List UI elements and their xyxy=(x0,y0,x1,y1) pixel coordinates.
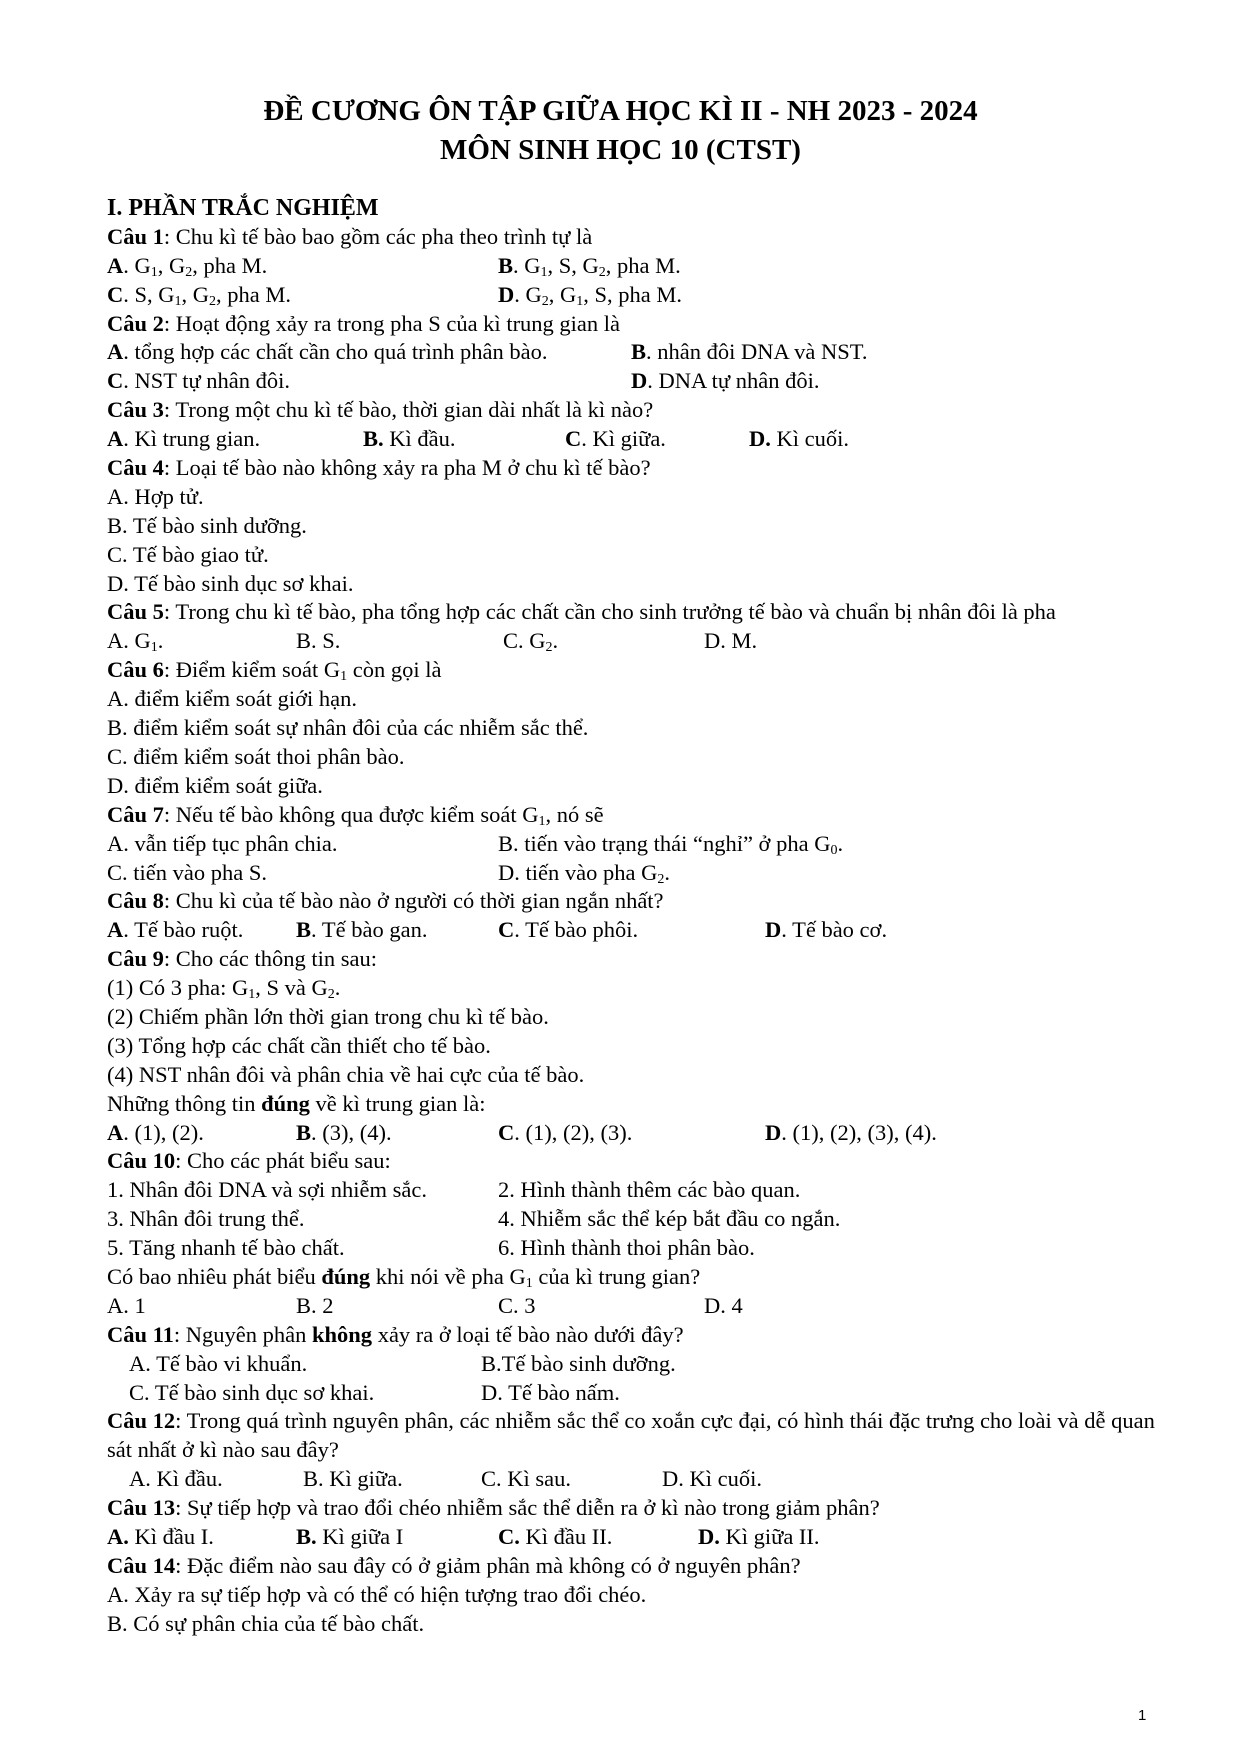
question-text: : Nếu tế bào không qua được kiểm soát $G_1$, nó sẽ xyxy=(163,801,604,829)
option-d xyxy=(498,281,682,310)
question-label: Câu 3 xyxy=(107,397,164,423)
option-text: Kì đầu I. xyxy=(128,1524,214,1550)
option-c: C. 3 xyxy=(498,1292,536,1318)
option-d: D. 4 xyxy=(704,1292,743,1318)
option-a xyxy=(107,1119,204,1148)
statement-3: 3. Nhân đôi trung thể. xyxy=(107,1206,305,1232)
question-label: Câu 14 xyxy=(107,1552,176,1578)
option-a: A. Kì đầu. xyxy=(129,1466,223,1492)
option-label: D xyxy=(765,1119,782,1145)
option-d xyxy=(749,425,849,454)
option-text: . $G_2$, $G_1$, S, pha M. xyxy=(514,281,683,309)
question-6 xyxy=(107,656,1157,685)
option-d: D. Tế bào sinh dục sơ khai. xyxy=(107,570,354,596)
option-c xyxy=(565,425,666,454)
statements-row1 xyxy=(107,1176,1157,1205)
option-b xyxy=(296,916,427,945)
option-text: . Kì giữa. xyxy=(581,426,666,452)
option-a: A. Xảy ra sự tiếp hợp và có thể có hiện tượng trao đổi chéo. xyxy=(107,1581,647,1607)
option-text: . (1), (2). xyxy=(123,1119,204,1145)
statement-2: 2. Hình thành thêm các bào quan. xyxy=(498,1177,801,1203)
option-label: D. xyxy=(749,426,771,452)
option-d: D. M. xyxy=(704,628,758,654)
option-label: D. xyxy=(698,1524,720,1550)
option-b xyxy=(296,1119,392,1148)
question-9-stem xyxy=(107,1090,1157,1119)
option-label: C xyxy=(498,1119,515,1145)
option-c xyxy=(107,367,290,396)
statement-6: 6. Hình thành thoi phân bào. xyxy=(498,1235,755,1261)
option-label: C. xyxy=(498,1524,520,1550)
stem-text: khi nói về pha $G_1$ của kì trung gian? xyxy=(370,1263,701,1291)
question-13 xyxy=(107,1494,1157,1523)
statement-5: 5. Tăng nhanh tế bào chất. xyxy=(107,1235,345,1261)
document-subtitle: MÔN SINH HỌC 10 (CTST) xyxy=(440,134,801,166)
question-14 xyxy=(107,1552,1157,1581)
question-1-options-row1 xyxy=(107,252,1157,281)
question-5 xyxy=(107,598,1157,627)
question-label: Câu 13 xyxy=(107,1495,176,1521)
option-text: . (1), (2), (3). xyxy=(514,1119,633,1145)
option-c: C. Kì sau. xyxy=(481,1466,571,1492)
option-text: Kì đầu II. xyxy=(519,1524,613,1550)
question-11-options-row2 xyxy=(107,1379,1157,1408)
option-text: Kì cuối. xyxy=(770,426,849,452)
question-label: Câu 9 xyxy=(107,946,164,972)
question-text: : Chu kì tế bào bao gồm các pha theo trình tự là xyxy=(163,223,593,249)
option-d: D. Kì cuối. xyxy=(662,1466,762,1492)
exam-content xyxy=(107,194,1157,1639)
option-c: C. $G_2$. xyxy=(503,628,559,656)
question-10-stem xyxy=(107,1263,1157,1292)
question-label: Câu 1 xyxy=(107,223,164,249)
option-label: B xyxy=(296,917,312,943)
option-text: . Tế bào gan. xyxy=(311,917,428,943)
statements-row2 xyxy=(107,1205,1157,1234)
option-label: C xyxy=(498,917,515,943)
question-2 xyxy=(107,310,1157,339)
option-b: B.Tế bào sinh dưỡng. xyxy=(481,1350,676,1376)
option-b: B. Kì giữa. xyxy=(303,1466,403,1492)
option-a xyxy=(107,1523,214,1552)
option-d xyxy=(765,1119,937,1148)
option-b: B. tiến vào trạng thái “nghỉ” ở pha $G_0$. xyxy=(498,830,844,858)
question-2-options-row2 xyxy=(107,367,1157,396)
question-7-options-row2 xyxy=(107,859,1157,888)
option-c xyxy=(498,1119,632,1148)
option-b xyxy=(631,338,867,367)
question-label: Câu 5 xyxy=(107,599,164,625)
option-label: A xyxy=(107,252,124,278)
statement-3: (3) Tổng hợp các chất cần thiết cho tế bào. xyxy=(107,1032,491,1058)
document-title: ĐỀ CƯƠNG ÔN TẬP GIỮA HỌC KÌ II - NH 2023 - 2024 xyxy=(263,95,978,127)
stem-text: Có bao nhiêu phát biểu xyxy=(107,1263,322,1289)
option-label: A xyxy=(107,917,124,943)
option-b xyxy=(363,425,456,454)
option-label: B. xyxy=(363,426,384,452)
option-a xyxy=(107,252,267,281)
option-c xyxy=(498,916,638,945)
option-c: C. điểm kiểm soát thoi phân bào. xyxy=(107,743,405,769)
option-text: . DNA tự nhân đôi. xyxy=(647,368,820,394)
option-a: A. Hợp tử. xyxy=(107,483,204,509)
question-text: : Nguyên phân xyxy=(173,1321,313,1347)
option-text: . (1), (2), (3), (4). xyxy=(781,1119,937,1145)
option-label: D xyxy=(498,281,515,307)
question-text: : Hoạt động xảy ra trong pha S của kì trung gian là xyxy=(163,310,621,336)
option-b: B. điểm kiểm soát sự nhân đôi của các nhiễm sắc thể. xyxy=(107,715,589,741)
statement-1: (1) Có 3 pha: $G_1$, S và $G_2$. xyxy=(107,975,341,1003)
option-label: B xyxy=(631,339,647,365)
option-text: . nhân đôi DNA và NST. xyxy=(646,339,868,365)
option-c xyxy=(498,1523,612,1552)
question-10 xyxy=(107,1147,1157,1176)
option-a xyxy=(107,338,548,367)
option-c: C. Tế bào giao tử. xyxy=(107,541,269,567)
option-b xyxy=(296,1523,403,1552)
option-label: B. xyxy=(296,1524,317,1550)
question-2-options-row1 xyxy=(107,338,1157,367)
question-label: Câu 2 xyxy=(107,310,164,336)
statement-4: (4) NST nhân đôi và phân chia về hai cực của tế bào. xyxy=(107,1061,585,1087)
option-a: A. vẫn tiếp tục phân chia. xyxy=(107,830,338,856)
question-label: Câu 4 xyxy=(107,455,164,481)
question-9 xyxy=(107,945,1157,974)
option-label: D xyxy=(765,917,782,943)
question-text: : Trong quá trình nguyên phân, các nhiễm sắc thể co xoắn cực đại, có hình thái đặc trưng cho loài và dễ quan sát nhất ở kì nào sau đây? xyxy=(107,1408,1155,1463)
question-text: : Sự tiếp hợp và trao đổi chéo nhiễm sắc thể diễn ra ở kì nào trong giảm phân? xyxy=(175,1495,880,1521)
option-d: D. điểm kiểm soát giữa. xyxy=(107,772,323,798)
statement-4: 4. Nhiễm sắc thể kép bắt đầu co ngắn. xyxy=(498,1206,841,1232)
question-text: xảy ra ở loại tế bào nào dưới đây? xyxy=(372,1321,684,1347)
question-3 xyxy=(107,396,1157,425)
option-text: . Tế bào ruột. xyxy=(123,917,244,943)
section-heading: I. PHẦN TRẮC NGHIỆM xyxy=(107,195,379,221)
question-7-options-row1 xyxy=(107,830,1157,859)
question-text: : Điểm kiểm soát $G_1$ còn gọi là xyxy=(163,657,442,685)
option-text: . NST tự nhân đôi. xyxy=(123,368,291,394)
option-d xyxy=(698,1523,820,1552)
question-3-options xyxy=(107,425,1157,454)
stem-text: về kì trung gian là: xyxy=(309,1090,486,1116)
option-text: Kì đầu. xyxy=(383,426,456,452)
statement-1: 1. Nhân đôi DNA và sợi nhiễm sắc. xyxy=(107,1177,427,1203)
option-label: D xyxy=(631,368,648,394)
option-b: B. 2 xyxy=(296,1292,334,1318)
option-d: D. tiến vào pha $G_2$. xyxy=(498,859,670,887)
question-12-options xyxy=(107,1465,1157,1494)
question-text: : Loại tế bào nào không xảy ra pha M ở chu kì tế bào? xyxy=(163,455,651,481)
option-b: B. Có sự phân chia của tế bào chất. xyxy=(107,1610,425,1636)
option-b: B. Tế bào sinh dưỡng. xyxy=(107,512,307,538)
option-label: A xyxy=(107,339,124,365)
option-text: . Kì trung gian. xyxy=(123,426,261,452)
statements-row3 xyxy=(107,1234,1157,1263)
option-d xyxy=(631,367,819,396)
question-7 xyxy=(107,801,1157,830)
option-label: C xyxy=(107,281,124,307)
question-label: Câu 10 xyxy=(107,1148,176,1174)
question-1 xyxy=(107,223,1157,252)
option-c: C. tiến vào pha S. xyxy=(107,859,267,885)
question-label: Câu 11 xyxy=(107,1321,174,1347)
question-11-options-row1 xyxy=(107,1350,1157,1379)
statement-2: (2) Chiếm phần lớn thời gian trong chu kì tế bào. xyxy=(107,1003,549,1029)
question-label: Câu 12 xyxy=(107,1408,176,1434)
option-c: C. Tế bào sinh dục sơ khai. xyxy=(129,1379,375,1405)
stem-emphasis: đúng xyxy=(261,1090,310,1116)
question-label: Câu 7 xyxy=(107,801,164,827)
option-a: A. $G_1$. xyxy=(107,628,164,656)
option-label: A. xyxy=(107,1524,129,1550)
question-text: : Chu kì của tế bào nào ở người có thời gian ngắn nhất? xyxy=(163,888,664,914)
question-text: : Trong chu kì tế bào, pha tổng hợp các chất cần cho sinh trưởng tế bào và chuẩn bị nhân đôi là pha xyxy=(163,599,1056,625)
question-12 xyxy=(107,1407,1157,1465)
option-label: B xyxy=(498,252,514,278)
question-text: : Trong một chu kì tế bào, thời gian dài nhất là kì nào? xyxy=(163,397,654,423)
question-11 xyxy=(107,1321,1157,1350)
question-5-options xyxy=(107,627,1157,656)
option-text: . (3), (4). xyxy=(311,1119,392,1145)
option-b: B. S. xyxy=(296,628,341,654)
option-c xyxy=(107,281,291,310)
question-label: Câu 6 xyxy=(107,657,164,683)
option-d: D. Tế bào nấm. xyxy=(481,1379,620,1405)
stem-text: Những thông tin xyxy=(107,1090,262,1116)
option-label: B xyxy=(296,1119,312,1145)
page-number: 1 xyxy=(1138,1707,1147,1724)
option-text: . Tế bào cơ. xyxy=(781,917,888,943)
option-text: Kì giữa II. xyxy=(719,1524,820,1550)
question-8 xyxy=(107,887,1157,916)
question-10-options xyxy=(107,1292,1157,1321)
question-1-options-row2 xyxy=(107,281,1157,310)
option-label: C xyxy=(565,426,582,452)
option-label: A xyxy=(107,426,124,452)
option-b xyxy=(498,252,681,281)
option-d xyxy=(765,916,887,945)
question-9-options xyxy=(107,1119,1157,1148)
option-text: . Tế bào phôi. xyxy=(514,917,639,943)
question-text: : Cho các thông tin sau: xyxy=(163,946,377,972)
option-a xyxy=(107,916,243,945)
option-text: . tổng hợp các chất cần cho quá trình phân bào. xyxy=(123,339,548,365)
option-a: A. điểm kiểm soát giới hạn. xyxy=(107,686,357,712)
option-text: . $G_1$, $G_2$, pha M. xyxy=(123,252,268,280)
option-text: Kì giữa I xyxy=(316,1524,404,1550)
option-text: . S, $G_1$, $G_2$, pha M. xyxy=(123,281,292,309)
option-a: A. Tế bào vi khuẩn. xyxy=(129,1350,308,1376)
option-a xyxy=(107,425,260,454)
option-label: C xyxy=(107,368,124,394)
question-4 xyxy=(107,454,1157,483)
question-emphasis: không xyxy=(312,1321,373,1347)
option-a: A. 1 xyxy=(107,1292,146,1318)
question-13-options xyxy=(107,1523,1157,1552)
question-label: Câu 8 xyxy=(107,888,164,914)
question-text: : Đặc điểm nào sau đây có ở giảm phân mà không có ở nguyên phân? xyxy=(175,1552,801,1578)
option-label: A xyxy=(107,1119,124,1145)
question-8-options xyxy=(107,916,1157,945)
stem-emphasis: đúng xyxy=(321,1263,371,1289)
question-text: : Cho các phát biểu sau: xyxy=(175,1148,391,1174)
option-text: . $G_1$, S, $G_2$, pha M. xyxy=(513,252,681,280)
